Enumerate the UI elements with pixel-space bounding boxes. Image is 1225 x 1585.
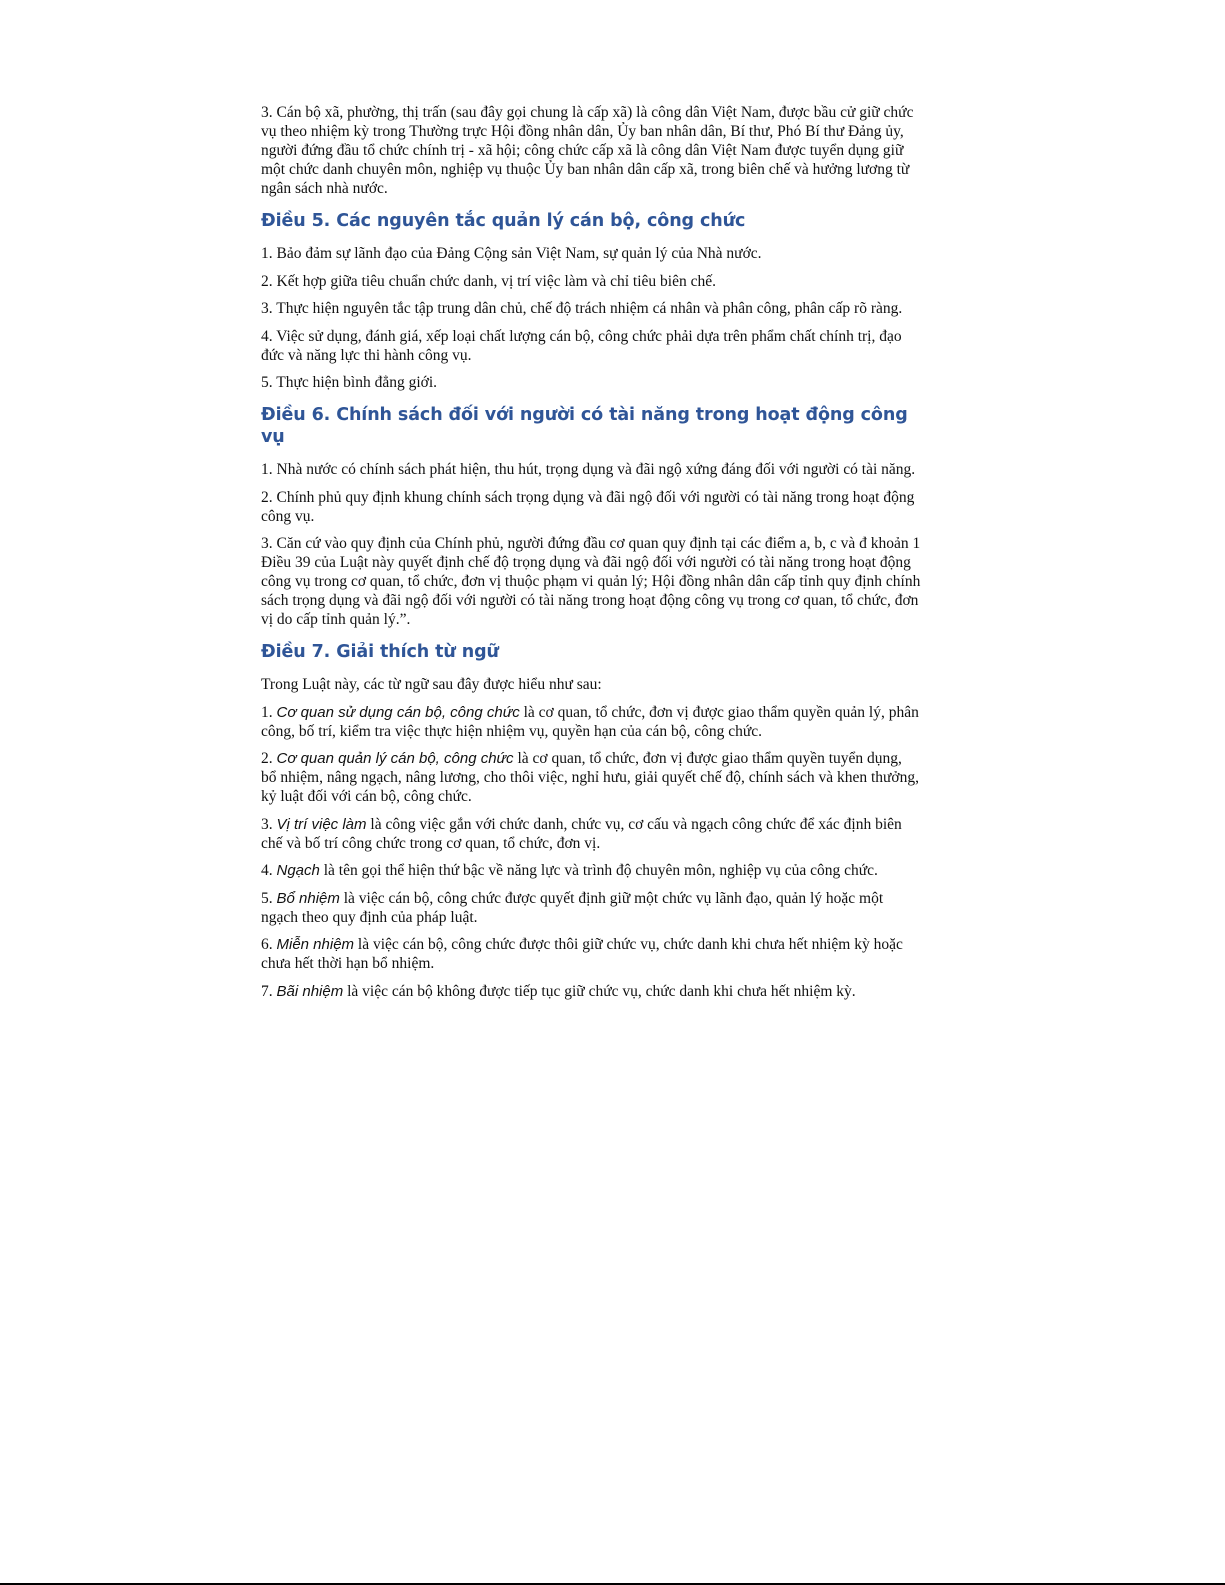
definition-text: là cơ quan, tổ chức, đơn vị được giao thẩm quyền quản lý, phân công, bố trí, kiểm tra việc thực hiện nhiệm vụ, quyền hạn của cán bộ, công chức. xyxy=(261,703,919,740)
definition-item xyxy=(261,815,921,853)
definition-number: 6. xyxy=(261,936,277,953)
article-5-item-2: 2. Kết hợp giữa tiêu chuẩn chức danh, vị trí việc làm và chỉ tiêu biên chế. xyxy=(261,272,716,290)
document-page xyxy=(261,103,921,1009)
intro-paragraph-3: 3. Cán bộ xã, phường, thị trấn (sau đây gọi chung là cấp xã) là công dân Việt Nam, được bầu cử giữ chức vụ theo nhiệm kỳ trong Thường trực Hội đồng nhân dân, Ủy ban nhân dân, Bí thư, Phó Bí thư Đảng ủy, người đứng đầu tổ chức chính trị - xã hội; công chức cấp xã là công dân Việt Nam được tuyển dụng giữ một chức danh chuyên môn, nghiệp vụ thuộc Ủy ban nhân dân cấp xã, trong biên chế và hưởng lương từ ngân sách nhà nước. xyxy=(261,104,914,197)
definition-term: Bổ nhiệm xyxy=(276,889,340,907)
definition-text: là tên gọi thể hiện thứ bậc về năng lực và trình độ chuyên môn, nghiệp vụ của công chức. xyxy=(319,862,878,879)
definition-text: là công việc gắn với chức danh, chức vụ, cơ cấu và ngạch công chức để xác định biên chế và bố trí công chức trong cơ quan, tổ chức, đơn vị. xyxy=(261,815,902,852)
definition-term: Bãi nhiệm xyxy=(276,982,344,1000)
definition-item xyxy=(261,749,921,806)
definition-item xyxy=(261,982,921,1001)
definition-term: Cơ quan quản lý cán bộ, công chức xyxy=(276,750,514,767)
article-5-item-1: 1. Bảo đảm sự lãnh đạo của Đảng Cộng sản Việt Nam, sự quản lý của Nhà nước. xyxy=(261,245,762,262)
article-7-intro: Trong Luật này, các từ ngữ sau đây được hiểu như sau: xyxy=(261,676,602,693)
definition-text: là việc cán bộ, công chức được quyết định giữ một chức vụ lãnh đạo, quản lý hoặc một ngạch theo quy định của pháp luật. xyxy=(261,889,884,926)
definition-term: Vị trí việc làm xyxy=(276,815,367,833)
article-7-heading: Điều 7. Giải thích từ ngữ xyxy=(261,642,499,662)
article-5-item-3: 3. Thực hiện nguyên tắc tập trung dân chủ, chế độ trách nhiệm cá nhân và phân công, phân cấp rõ ràng. xyxy=(261,300,903,317)
definition-number: 2. xyxy=(261,750,277,767)
definition-number: 3. xyxy=(261,815,277,833)
article-6-item-3: 3. Căn cứ vào quy định của Chính phủ, người đứng đầu cơ quan quy định tại các điểm a, b, c và đ khoản 1 Điều 39 của Luật này quyết định chế độ trọng dụng và đãi ngộ đối với người có tài năng trong hoạt động công vụ trong cơ quan, tổ chức, đơn vị thuộc phạm vi quản lý; Hội đồng nhân dân cấp tỉnh quy định chính sách trọng dụng và đãi ngộ đối với người có tài năng trong hoạt động công vụ trong cơ quan, tổ chức, đơn vị do cấp tỉnh quản lý.”. xyxy=(261,535,921,628)
definition-text: là cơ quan, tổ chức, đơn vị được giao thẩm quyền tuyển dụng, bổ nhiệm, nâng ngạch, nâng lương, cho thôi việc, nghỉ hưu, giải quyết chế độ, chính sách và khen thưởng, kỷ luật đối với cán bộ, công chức. xyxy=(261,750,920,805)
definition-number: 7. xyxy=(261,982,277,1000)
definition-text: là việc cán bộ không được tiếp tục giữ chức vụ, chức danh khi chưa hết nhiệm kỳ. xyxy=(343,982,856,1000)
definition-item xyxy=(261,861,921,880)
definition-text: là việc cán bộ, công chức được thôi giữ chức vụ, chức danh khi chưa hết nhiệm kỳ hoặc chưa hết thời hạn bổ nhiệm. xyxy=(261,936,903,972)
definition-number: 1. xyxy=(261,703,277,721)
article-5-heading: Điều 5. Các nguyên tắc quản lý cán bộ, công chức xyxy=(261,211,746,231)
definition-term: Miễn nhiệm xyxy=(276,936,355,953)
article-6-heading: Điều 6. Chính sách đối với người có tài năng trong hoạt động công vụ xyxy=(261,405,908,447)
article-6-item-2: 2. Chính phủ quy định khung chính sách trọng dụng và đãi ngộ đối với người có tài năng trong hoạt động công vụ. xyxy=(261,488,915,525)
definition-item xyxy=(261,703,921,741)
definition-number: 4. xyxy=(261,862,277,879)
definition-item xyxy=(261,889,921,927)
definition-term: Ngạch xyxy=(276,862,320,879)
definition-number: 5. xyxy=(261,889,277,907)
article-5-item-4: 4. Việc sử dụng, đánh giá, xếp loại chất lượng cán bộ, công chức phải dựa trên phẩm chất chính trị, đạo đức và năng lực thi hành công vụ. xyxy=(261,327,902,364)
article-6-item-1: 1. Nhà nước có chính sách phát hiện, thu hút, trọng dụng và đãi ngộ xứng đáng đối với người có tài năng. xyxy=(261,461,916,478)
definition-item xyxy=(261,935,921,973)
definition-term: Cơ quan sử dụng cán bộ, công chức xyxy=(276,703,520,721)
article-5-item-5: 5. Thực hiện bình đẳng giới. xyxy=(261,374,438,391)
